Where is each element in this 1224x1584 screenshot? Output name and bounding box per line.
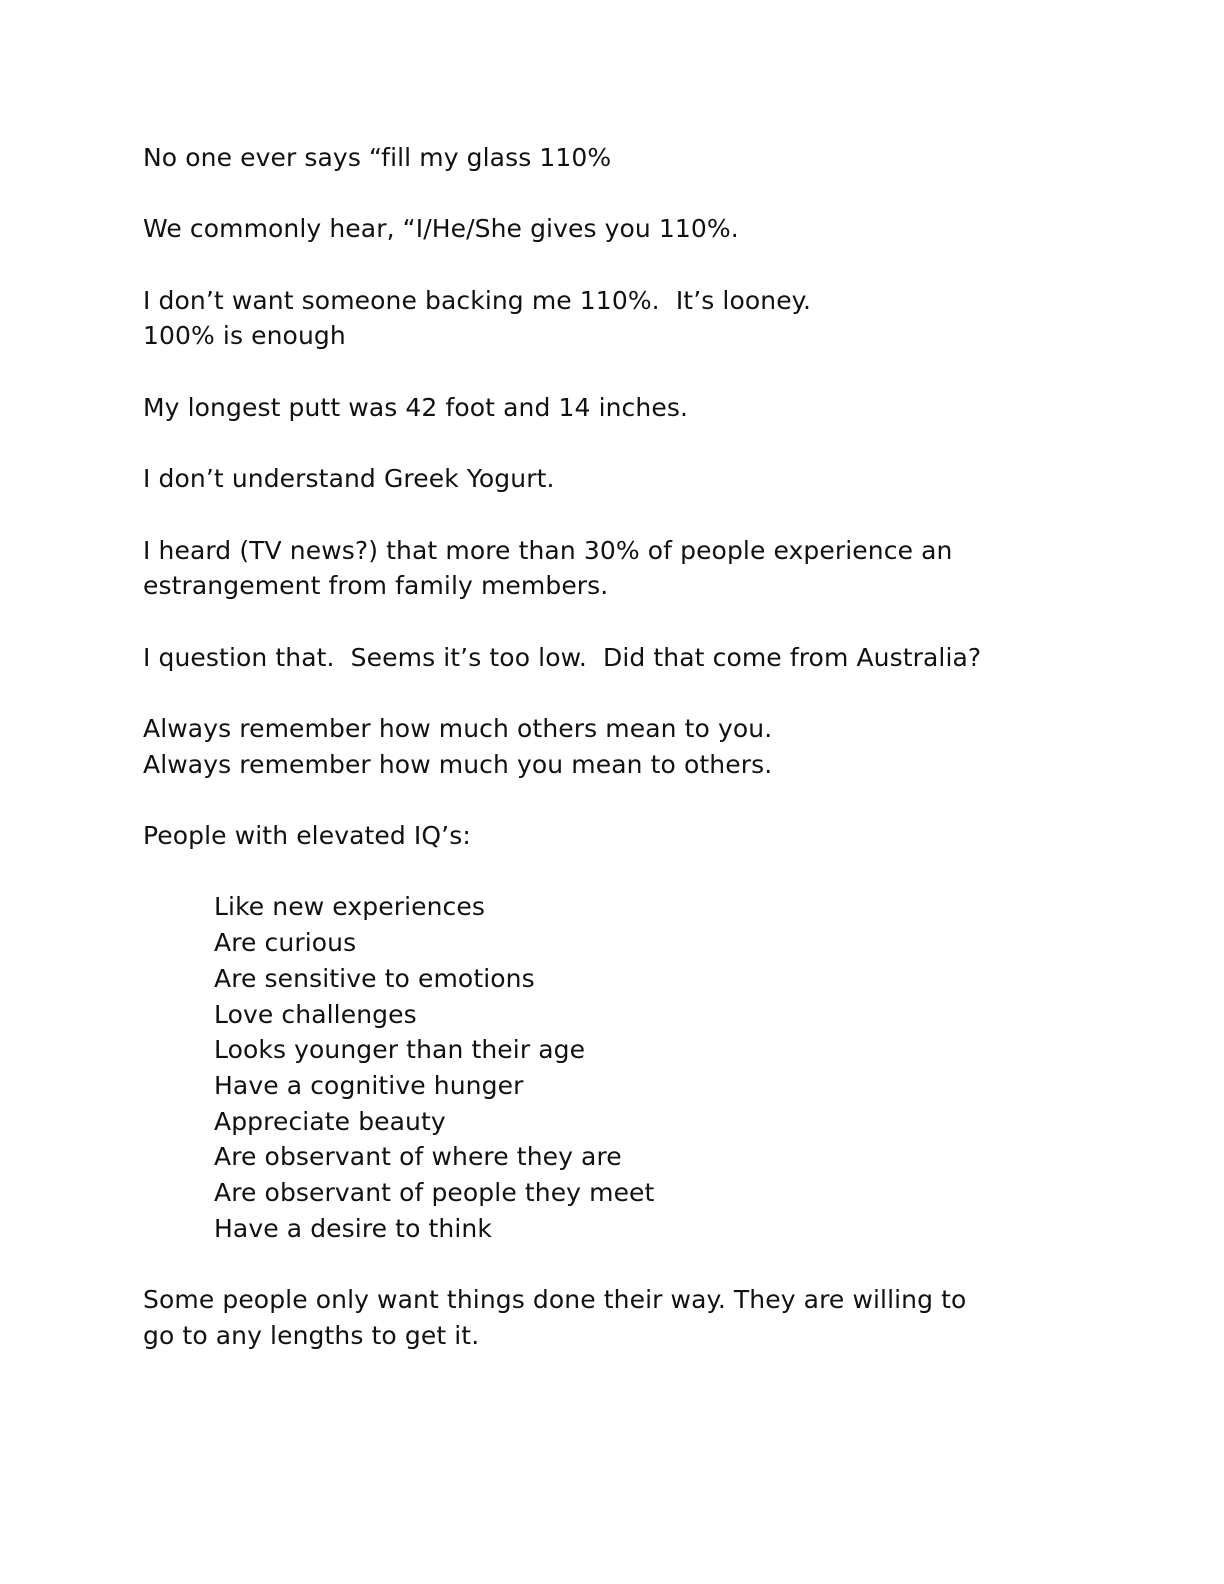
list-item: Are observant of where they are <box>214 1142 622 1172</box>
paragraph-spacer <box>143 782 1143 818</box>
text-line: go to any lengths to get it. <box>143 1320 480 1350</box>
text-line: Always remember how much others mean to you. <box>143 714 773 743</box>
text-line: estrangement from family members. <box>143 571 609 601</box>
list-item: Like new experiences <box>214 892 485 922</box>
text-line: Always remember how much you mean to others. <box>143 749 773 779</box>
text-line: Some people only want things done their way. They are willing to <box>143 1285 967 1314</box>
paragraph-spacer <box>143 604 1143 640</box>
list-item: Have a cognitive hunger <box>214 1070 524 1100</box>
text-line: I question that. Seems it’s too low. Did that come from Australia? <box>143 642 982 672</box>
text-line: I don’t want someone backing me 110%. It’s looney. <box>143 285 812 315</box>
list-item: Are sensitive to emotions <box>214 963 535 993</box>
list-item: Love challenges <box>214 999 417 1029</box>
iq-list-heading: People with elevated IQ’s: <box>143 821 471 851</box>
paragraph-spacer <box>143 854 1143 890</box>
paragraph-spacer <box>143 354 1143 390</box>
paragraph-spacer <box>143 1246 1143 1282</box>
text-line: We commonly hear, “I/He/She gives you 110%. <box>143 214 739 244</box>
paragraph-spacer <box>143 426 1143 462</box>
text-line: 100% is enough <box>143 321 346 351</box>
list-item: Looks younger than their age <box>214 1035 586 1065</box>
text-line: I don’t understand Greek Yogurt. <box>143 464 555 494</box>
paragraph-spacer <box>143 497 1143 533</box>
text-line: I heard (TV news?) that more than 30% of people experience an <box>143 535 953 565</box>
list-item: Are observant of people they meet <box>214 1177 655 1207</box>
document-page <box>143 140 1143 1353</box>
text-line: No one ever says “fill my glass 110% <box>143 143 612 172</box>
paragraph-spacer <box>143 675 1143 711</box>
text-line: My longest putt was 42 foot and 14 inches. <box>143 392 688 422</box>
list-item: Are curious <box>214 928 357 958</box>
iq-traits-list <box>143 889 1143 1246</box>
list-item: Have a desire to think <box>214 1213 492 1243</box>
list-item: Appreciate beauty <box>214 1106 446 1136</box>
paragraph-spacer <box>143 247 1143 283</box>
paragraph-spacer <box>143 176 1143 212</box>
